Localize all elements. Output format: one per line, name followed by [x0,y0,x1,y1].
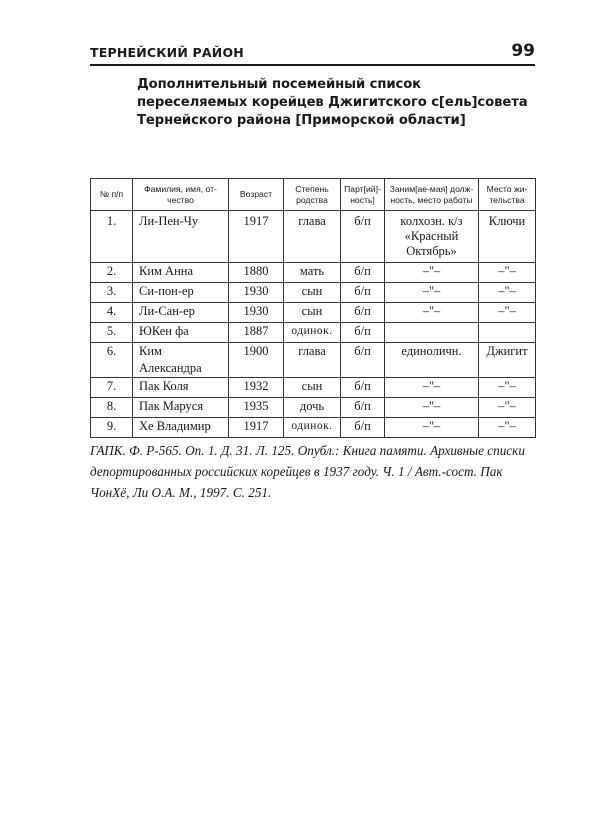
person-name: Ли-Сан-ер [133,303,229,323]
kinship: мать [284,263,341,283]
residence [479,323,536,343]
row-number: 5. [91,323,133,343]
birth-year: 1880 [229,263,284,283]
birth-year: 1917 [229,211,284,263]
party-affiliation: б/п [341,343,385,378]
table-row [91,398,536,418]
table-row [91,263,536,283]
person-name: ЮКен фа [133,323,229,343]
birth-year: 1900 [229,343,284,378]
kinship: одинок. [284,418,341,438]
kinship: глава [284,211,341,263]
running-header [90,43,535,65]
occupation: –"– [385,398,479,418]
row-number: 1. [91,211,133,263]
occupation: колхозн. к/з «Красный Октябрь» [385,211,479,263]
row-number: 7. [91,378,133,398]
column-header: Возраст [229,179,284,211]
occupation: –"– [385,378,479,398]
person-name: Пак Маруся [133,398,229,418]
party-affiliation: б/п [341,283,385,303]
row-number: 4. [91,303,133,323]
residence: –"– [479,378,536,398]
kinship: сын [284,378,341,398]
party-affiliation: б/п [341,418,385,438]
birth-year: 1935 [229,398,284,418]
table-row [91,343,536,378]
residence: Ключи [479,211,536,263]
person-name: Хе Владимир [133,418,229,438]
row-number: 2. [91,263,133,283]
residence: Джигит [479,343,536,378]
occupation: единоличн. [385,343,479,378]
table-row [91,211,536,263]
row-number: 3. [91,283,133,303]
row-number: 9. [91,418,133,438]
column-header: Степень родства [284,179,341,211]
kinship: сын [284,303,341,323]
table-row [91,418,536,438]
person-name: Ким Анна [133,263,229,283]
table-row [91,323,536,343]
occupation: –"– [385,263,479,283]
kinship: одинок. [284,323,341,343]
residence: –"– [479,303,536,323]
table-header-row [91,179,536,211]
table-row [91,378,536,398]
kinship: глава [284,343,341,378]
occupation: –"– [385,283,479,303]
row-number: 6. [91,343,133,378]
person-name: Си-пон-ер [133,283,229,303]
header-rule [90,64,535,66]
residence: –"– [479,283,536,303]
occupation: –"– [385,418,479,438]
row-number: 8. [91,398,133,418]
page-number: 99 [511,41,535,61]
kinship: дочь [284,398,341,418]
party-affiliation: б/п [341,323,385,343]
column-header: Заним[ае-мая] долж-ность, место работы [385,179,479,211]
residence: –"– [479,418,536,438]
birth-year: 1932 [229,378,284,398]
party-affiliation: б/п [341,303,385,323]
source-citation: ГАПК. Ф. Р-565. Оп. 1. Д. 31. Л. 125. Опубл.: Книга памяти. Архивные списки депортированных российских корейцев в 1937 году. Ч. 1 / Авт.-сост. Пак ЧонХё, Ли О.А. М., 1997. С. 251. [90,443,525,500]
party-affiliation: б/п [341,211,385,263]
birth-year: 1930 [229,283,284,303]
residence: –"– [479,398,536,418]
person-name: Ким Александра [133,343,229,378]
occupation [385,323,479,343]
residence: –"– [479,263,536,283]
document-title: Дополнительный посемейный список переселяемых корейцев Джигитского с[ель]совета Тернейского района [Приморской области] [137,77,528,128]
birth-year: 1887 [229,323,284,343]
column-header: Парт[ий]-ность] [341,179,385,211]
column-header: Место жи-тельства [479,179,536,211]
kinship: сын [284,283,341,303]
occupation: –"– [385,303,479,323]
party-affiliation: б/п [341,378,385,398]
person-name: Ли-Пен-Чу [133,211,229,263]
party-affiliation: б/п [341,398,385,418]
table-row [91,283,536,303]
resettlement-table [90,178,536,438]
birth-year: 1917 [229,418,284,438]
column-header: Фамилия, имя, от-чество [133,179,229,211]
birth-year: 1930 [229,303,284,323]
section-title: ТЕРНЕЙСКИЙ РАЙОН [90,45,244,60]
party-affiliation: б/п [341,263,385,283]
table-row [91,303,536,323]
column-header: № п/п [91,179,133,211]
person-name: Пак Коля [133,378,229,398]
